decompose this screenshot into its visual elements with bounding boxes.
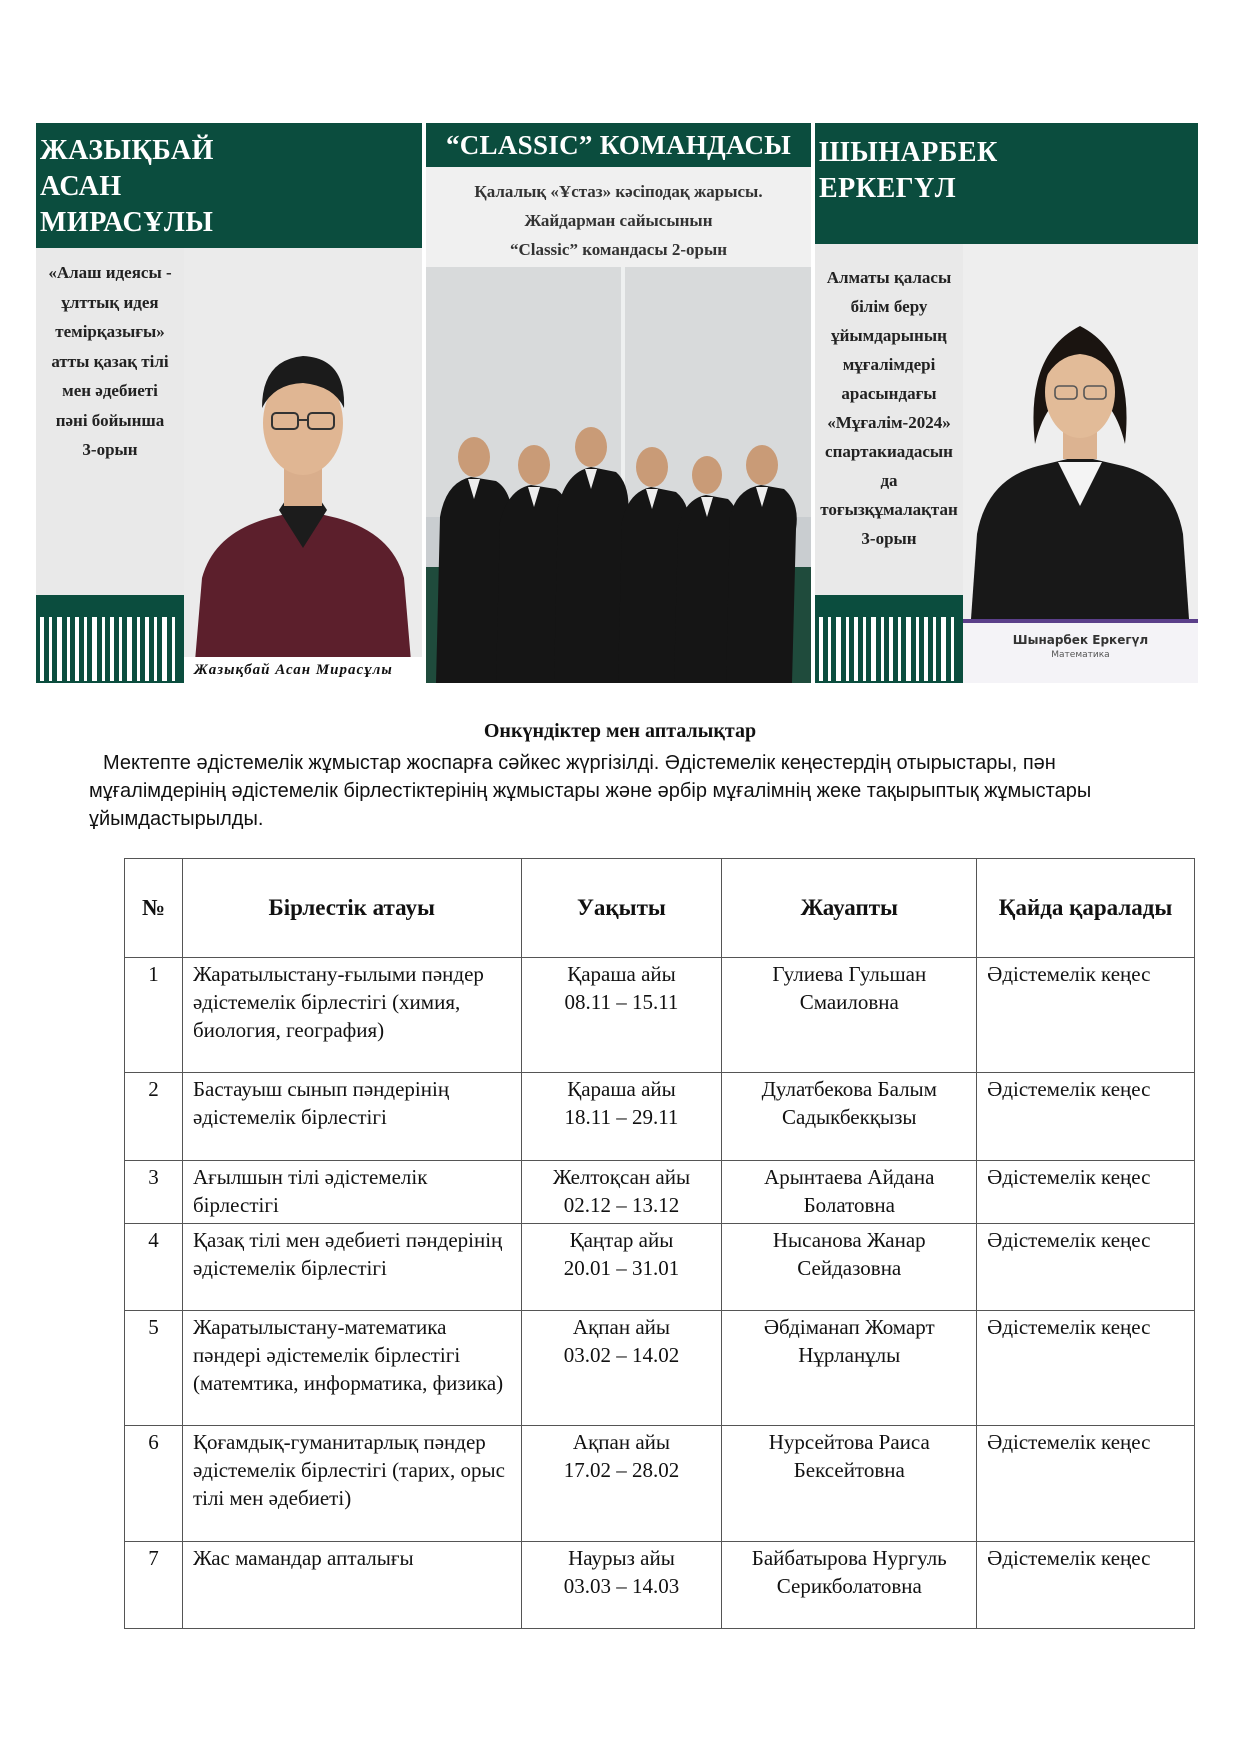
table-row	[125, 1426, 1195, 1542]
row-number: 7	[125, 1542, 183, 1629]
table-row	[125, 1073, 1195, 1161]
teacher-portrait-photo-2	[963, 244, 1198, 619]
row-where: Әдістемелік кеңес	[977, 1311, 1195, 1426]
poster-right-caption: Алматы қаласы білім беру ұйымдарының мұғалімдері арасындағы «Мұғалім-2024» спартакиадасын да тоғызқұмалақтан 3-орын	[820, 268, 958, 548]
row-responsible: Арынтаева Айдана Болатовна	[722, 1161, 977, 1224]
poster-center	[426, 123, 811, 683]
row-where: Әдістемелік кеңес	[977, 1426, 1195, 1542]
poster-right	[815, 123, 1198, 683]
row-name: Қоғамдық-гуманитарлық пәндер әдістемелік бірлестігі (тарих, орыс тілі мен әдебиеті)	[182, 1426, 521, 1542]
poster-center-title: “CLASSIC” КОМАНДАСЫ	[445, 130, 792, 160]
row-number: 5	[125, 1311, 183, 1426]
poster-left-name: ЖАЗЫҚБАЙ АСАН МИРАСҰЛЫ	[40, 135, 214, 238]
poster-center-header	[426, 123, 811, 167]
row-number: 3	[125, 1161, 183, 1224]
barcode-decoration-2	[815, 595, 963, 683]
row-name: Ағылшын тілі әдістемелік бірлестігі	[182, 1161, 521, 1224]
row-where: Әдістемелік кеңес	[977, 1161, 1195, 1224]
poster-left	[36, 123, 422, 683]
col-header-time: Уақыты	[521, 859, 722, 958]
table-row	[125, 1542, 1195, 1629]
table-row	[125, 1224, 1195, 1311]
poster-right-name: ШЫНАРБЕК ЕРКЕГҮЛ	[819, 137, 998, 204]
teacher-portrait-photo	[184, 248, 422, 673]
poster-left-header	[36, 123, 422, 248]
row-time: Желтоқсан айы 02.12 – 13.12	[521, 1161, 722, 1224]
poster-center-caption: Қалалық «Ұстаз» кәсіподақ жарысы. Жайдарман сайысынын “Classic” командасы 2-орын	[426, 167, 811, 267]
row-responsible: Нурсейтова Раиса Бексейтовна	[722, 1426, 977, 1542]
row-where: Әдістемелік кеңес	[977, 1224, 1195, 1311]
col-header-where: Қайда қаралады	[977, 859, 1195, 958]
row-where: Әдістемелік кеңес	[977, 1073, 1195, 1161]
row-responsible: Дулатбекова Балым Садыкбекқызы	[722, 1073, 977, 1161]
schedule-table	[124, 858, 1195, 1629]
row-where: Әдістемелік кеңес	[977, 1542, 1195, 1629]
row-time: Қаңтар айы 20.01 – 31.01	[521, 1224, 722, 1311]
row-where: Әдістемелік кеңес	[977, 958, 1195, 1073]
row-number: 6	[125, 1426, 183, 1542]
poster-left-signature: Жазықбай Асан Мирасұлы	[184, 657, 422, 683]
table-header-row	[125, 859, 1195, 958]
row-time: Қараша айы 08.11 – 15.11	[521, 958, 722, 1073]
row-number: 1	[125, 958, 183, 1073]
row-name: Бастауыш сынып пәндерінің әдістемелік бірлестігі	[182, 1073, 521, 1161]
barcode-decoration	[36, 595, 184, 683]
poster-left-caption: «Алаш идеясы - ұлттық идея темірқазығы» атты қазақ тілі мен әдебиеті пәні бойынша 3-орын	[48, 263, 172, 459]
col-header-number: №	[125, 859, 183, 958]
row-number: 4	[125, 1224, 183, 1311]
col-header-responsible: Жауапты	[722, 859, 977, 958]
name-badge	[963, 619, 1198, 683]
row-time: Ақпан айы 03.02 – 14.02	[521, 1311, 722, 1426]
row-name: Жаратылыстану-математика пәндері әдістемелік бірлестігі (матемтика, информатика, физика)	[182, 1311, 521, 1426]
row-name: Қазақ тілі мен әдебиеті пәндерінің әдістемелік бірлестігі	[182, 1224, 521, 1311]
row-responsible: Нысанова Жанар Сейдазовна	[722, 1224, 977, 1311]
badge-name: Шынарбек Еркегүл	[1012, 633, 1149, 647]
row-time: Наурыз айы 03.03 – 14.03	[521, 1542, 722, 1629]
table-row	[125, 1161, 1195, 1224]
row-number: 2	[125, 1073, 183, 1161]
section-heading: Онкүндіктер мен апталықтар	[483, 720, 757, 742]
row-responsible: Байбатырова Нургуль Серикболатовна	[722, 1542, 977, 1629]
table-row	[125, 1311, 1195, 1426]
poster-right-header	[815, 123, 1198, 244]
row-time: Қараша айы 18.11 – 29.11	[521, 1073, 722, 1161]
row-name: Жаратылыстану-ғылыми пәндер әдістемелік бірлестігі (химия, биология, география)	[182, 958, 521, 1073]
team-group-photo	[426, 267, 811, 683]
badge-subject: Математика	[1051, 650, 1110, 660]
col-header-name: Бірлестік атауы	[182, 859, 521, 958]
row-name: Жас мамандар апталығы	[182, 1542, 521, 1629]
intro-paragraph: Мектепте әдістемелік жұмыстар жоспарға сәйкес жүргізілді. Әдістемелік кеңестердің отырыстары, пән мұғалімдерінің әдістемелік бірлестіктерінің жұмыстары және әрбір мұғалімнің жеке тақырыптық жұмыстары ұйымдастырылды.	[89, 752, 1092, 830]
row-responsible: Гулиева Гульшан Смаиловна	[722, 958, 977, 1073]
table-row	[125, 958, 1195, 1073]
row-responsible: Әбдіманап Жомарт Нұрланұлы	[722, 1311, 977, 1426]
row-time: Ақпан айы 17.02 – 28.02	[521, 1426, 722, 1542]
